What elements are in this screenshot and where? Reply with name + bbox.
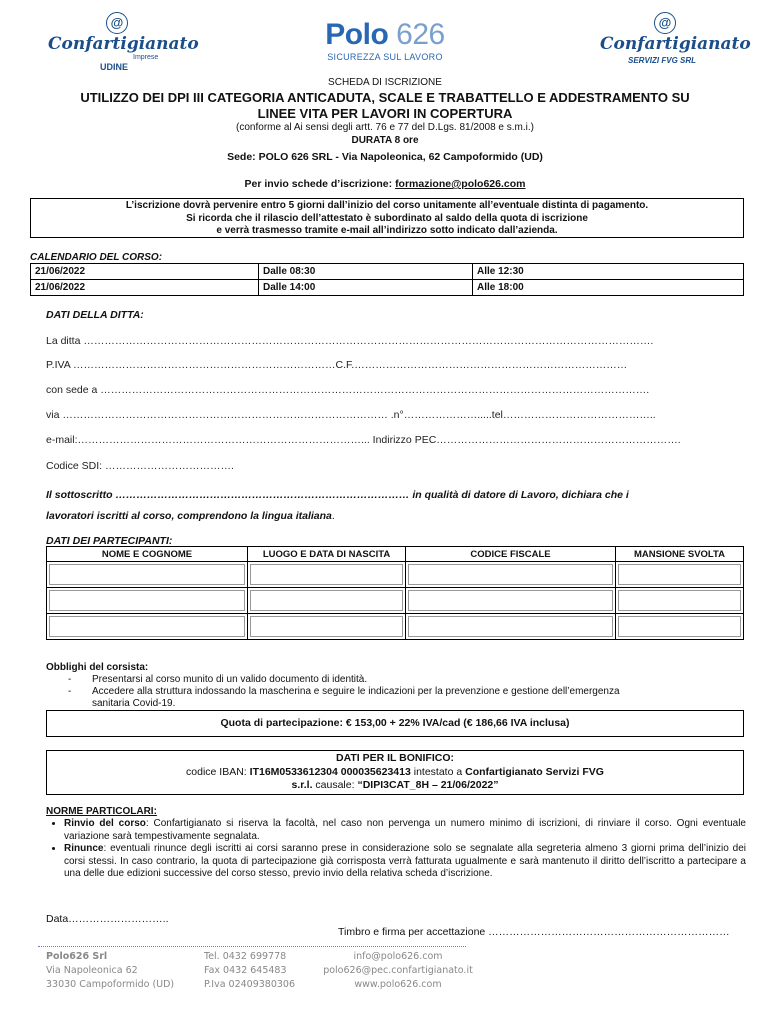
obbligo-item-2-cont: sanitaria Covid-19. [92, 698, 176, 709]
norma-rinvio: • Rinvio del corso: Confartigianato si riserva la facoltà, nel caso non pervenga un numero minimo di iscrizioni, di rinviare il corso. Ogni eventuale variazione sarà tempestivamente segnalata. [64, 818, 746, 843]
sottoscritto-line1: Il sottoscritto ………………………………………………………………………… in qualità di datore di Lavoro, dichiara che i [46, 489, 629, 501]
participant-input[interactable] [49, 616, 245, 637]
norme-heading: NORME PARTICOLARI: [46, 806, 157, 817]
field-sede[interactable]: con sede a …………………………………………………………………………………………………………………………………………. [46, 384, 650, 396]
field-piva-cf[interactable]: P.IVA …………………………………………………………………C.F.…………………………………………………………………… [46, 359, 628, 371]
invio-line: Per invio schede d’iscrizione: formazione@polo626.com [244, 178, 526, 190]
participant-input[interactable] [49, 564, 245, 585]
logo-polo626: Polo 626 SICUREZZA SUL LAVORO [325, 18, 445, 62]
quota-box: Quota di partecipazione: € 153,00 + 22% IVA/cad (€ 186,66 IVA inclusa) [46, 710, 744, 737]
course-title-line1: UTILIZZO DEI DPI III CATEGORIA ANTICADUTA, SCALE E TRABATTELLO E ADDESTRAMENTO SU [80, 90, 690, 105]
norma-rinunce: • Rinunce: eventuali rinunce degli iscritti ai corsi saranno prese in considerazione solo se segnalate alla segreteria almeno 3 giorni prima dell’inizio dei corsi stessi. In caso contrario, la quota di partecipazione già corrisposta verrà fatturata ugualmente e sarà mantenuto il diritto dell’iscritto a partecipare a una delle due edizioni successive del corso stesso, previo invio della relativa scheda d’iscrizione. [64, 843, 746, 881]
timbro-firma-field[interactable]: Timbro e firma per accettazione …………………………………………………………… [338, 926, 730, 938]
course-title-line2: LINEE VITA PER LAVORI IN COPERTURA [257, 106, 513, 121]
field-email-pec[interactable]: e-mail:………………………………………………………………………... Indirizzo PEC……………………………………………………………. [46, 434, 681, 446]
col-luogo-data: LUOGO E DATA DI NASCITA [248, 547, 406, 562]
notice-box: L’iscrizione dovrà pervenire entro 5 giorni dall’inizio del corso unitamente all’eventuale distinta di pagamento. Si ricorda che il rilascio dell’attestato è subordinato al saldo della quota di iscrizione e verrà trasmesso tramite e-mail all’indirizzo sotto indicato dall’azienda. [30, 198, 744, 238]
field-ditta[interactable]: La ditta ………………………………………………………………………………………………………………………………………………. [46, 335, 654, 347]
participant-input[interactable] [250, 564, 403, 585]
col-nome: NOME E COGNOME [47, 547, 248, 562]
footer-col-web: info@polo626.com polo626@pec.confartigianato.it www.polo626.com [323, 951, 473, 990]
participant-input[interactable] [408, 616, 613, 637]
obblighi-heading: Obblighi del corsista: [46, 662, 149, 673]
participant-input[interactable] [618, 590, 741, 611]
logo-confartigianato-udine: @ Confartigianato Imprese UDINE [48, 12, 183, 72]
sottoscritto-line2: lavoratori iscritti al corso, comprendono la lingua italiana. [46, 510, 335, 522]
calendar-table [30, 263, 744, 296]
obbligo-item-2: - Accedere alla struttura indossando la mascherina e seguire le indicazioni per la prevenzione e gestione dell’emergenza [68, 686, 620, 697]
footer-col-company: Polo626 Srl Via Napoleonica 62 33030 Campoformido (UD) [46, 951, 175, 990]
ditta-heading: DATI DELLA DITTA: [46, 309, 144, 321]
participant-input[interactable] [250, 616, 403, 637]
calendar-heading: CALENDARIO DEL CORSO: [30, 252, 163, 263]
field-via[interactable]: via ………………………………………………………………………………… .n°………………….....tel…………………………………….. [46, 409, 656, 421]
col-codice-fiscale: CODICE FISCALE [406, 547, 616, 562]
participant-input[interactable] [408, 590, 613, 611]
participant-row [47, 614, 744, 640]
durata: DURATA 8 ore [351, 135, 419, 146]
participants-table [46, 546, 744, 640]
participant-input[interactable] [618, 564, 741, 585]
bonifico-box: DATI PER IL BONIFICO: codice IBAN: IT16M0533612304 000035623413 intestato a Confartigianato Servizi FVG s.r.l. causale: “DIPI3CAT_8H – 21/06/2022” [46, 750, 744, 795]
field-sdi[interactable]: Codice SDI: ………………………………. [46, 460, 234, 472]
calendar-row: 21/06/2022 Dalle 08:30 Alle 12:30 [31, 264, 744, 280]
participant-row [47, 588, 744, 614]
data-field[interactable]: Data……………………….. [46, 913, 169, 925]
email-link[interactable]: formazione@polo626.com [395, 178, 526, 190]
obbligo-item-1: - Presentarsi al corso munito di un valido documento di identità. [68, 674, 368, 685]
participants-heading: DATI DEI PARTECIPANTI: [46, 535, 173, 547]
calendar-row: 21/06/2022 Dalle 14:00 Alle 18:00 [31, 280, 744, 296]
participant-input[interactable] [250, 590, 403, 611]
sede: Sede: POLO 626 SRL - Via Napoleonica, 62 Campoformido (UD) [227, 151, 543, 163]
col-mansione: MANSIONE SVOLTA [616, 547, 744, 562]
footer-col-contacts: Tel. 0432 699778 Fax 0432 645483 P.Iva 02409380306 [204, 951, 296, 990]
participant-input[interactable] [408, 564, 613, 585]
footer-separator [38, 946, 466, 947]
scheda-label: SCHEDA DI ISCRIZIONE [328, 77, 442, 88]
conforme-note: (conforme al Ai sensi degli artt. 76 e 77 del D.Lgs. 81/2008 e s.m.i.) [236, 122, 534, 133]
participant-input[interactable] [618, 616, 741, 637]
participant-row [47, 562, 744, 588]
norme-list [46, 818, 746, 881]
participant-input[interactable] [49, 590, 245, 611]
logo-confartigianato-servizi: @ Confartigianato SERVIZI FVG SRL [600, 12, 735, 72]
